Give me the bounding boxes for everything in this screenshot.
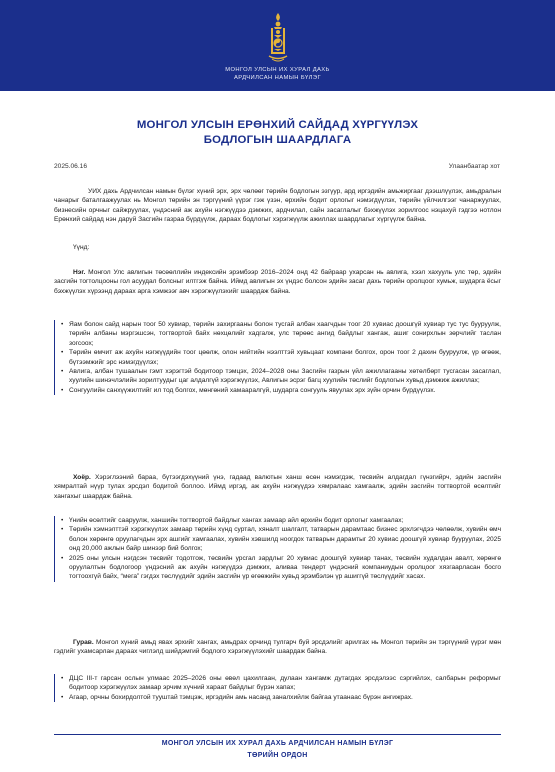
section-2-bullets: [54, 516, 501, 582]
section-3-bullet: • Агаар, орчны бохирдолтой тууштай тэмцэж, иргэдийн амь насанд заналхийлж байгаа утаанаас бүрэн ангижрах.: [69, 693, 501, 702]
intro-text: УИХ дахь Ардчилсан намын бүлэг хүний эрх, эрх чөлөөг төрийн бодлогын эзгүур, ард иргэдийн амьжиргааг дээшлүүлэх, амьдралын чанарыг баталгаажуулах нь Монгол төрийн эн тэргүүний үүрэг гэж үзэн, өрхийн бодит орлогыг нэмэгдүүлэх, төрийн үйлчилгээг чанаржуулах, бизнесийн орчныг сайжруулах, үндэсний аж ахуйн нэгжүүдээ дэмжих, ардчилал, сайн засаглалыг бэхжүүлэх зорилгоос нэцахуй гэдгээ нотлон Ерөнхий сайдад нэн даруй Засгийн газраа бүрдүүлж, дараах бодлогыг хэрэгжүүлж ажиллах шаардлагыг хүргүүлж байна.: [54, 188, 501, 224]
section-1-paragraph: [54, 268, 501, 296]
section-2-lead: Хоёр.: [73, 474, 91, 481]
document-title-line-1: МОНГОЛ УЛСЫН ЕРӨНХИЙ САЙДАД ХҮРГҮҮЛЭХ: [136, 119, 419, 131]
intro-end: Үүнд:: [73, 244, 90, 251]
footer-address-line: ТӨРИЙН ОРДОН: [247, 752, 308, 759]
section-3-paragraph: [54, 638, 501, 657]
section-1-bullet: • Сонгуулийн санхүүжилтийг ил тод болгох, мөнгөний хамааралгүй, шударга сонгууль явуулах эрх зүйн орчин бүрдүүлэх.: [69, 386, 501, 395]
section-3-bullet: • ДЦС III-т гарсан ослын улмаас 2025–2026 оны өвөл цахилгаан, дулаан хангамж дутагдах эрсдэлээс сэргийлэх, салбарын реформыг бодитоор хэрэгжүүлэх замаар эрчим хүчний хараат байдлыг бүрэн хапах;: [69, 674, 501, 693]
section-1-bullet: • Авлига, албан тушаалын гэмт хэрэгтэй бодитоор тэмцэх, 2024–2028 оны Засгийн газрын үйл ажиллагааны хөтөлбөрт тусгасан засаглал, хуулийн шинэчлэлийн зорилтуудыг цаг алдалгүй хэрэгжүүлэх, Авлигын эсрэг багц хуулийн төслийг бодлогын хувьд дэмжиж ажиллах;: [69, 367, 501, 386]
section-3-text: Монгол хүний амьд явах эрхийг хангах, амьдрах орчинд тулгарч буй эрсдэлийг арилгах нь Монгол төрийн эн тэргүүний үүрэг мөн гэдгийг ухамсарлан дараах чиглэлд шийдэмгий бодлого хэрэгжүүлэхийг шаардаж байна.: [54, 639, 501, 656]
section-2-paragraph: [54, 473, 501, 501]
document-date: 2025.06.16: [54, 163, 88, 170]
header-band: [0, 0, 555, 91]
mongolia-soyombo-emblem-icon: [265, 12, 291, 64]
section-2-bullet: • Төрийн хэмнэлттэй хэрэгжүүлэх замаар төрийн хүнд суртал, хяналт шалгалт, татварын дарамтаас бизнес эрхлэгчдээ чөлөөлж, хувийн өмч болон хөрөнгө оруулагчдын эрх ашгийг хамгаалах, хувийн хэвшилд ноогдох татварын дарамтыг 20 хувиас доошгүй хувиар бууруулах, 2025 онд 20,000 ажлын байр шинээр бий болгох;: [69, 525, 501, 553]
section-3-lead: Гурав.: [73, 639, 94, 646]
section-3-bullets: [54, 674, 501, 702]
section-2-bullet: • 2025 оны улсын нэгдсэн төсвийг тодотгож, төсвийн урсгал зардлыг 20 хувиас доошгүй хувиар танах, төсвийн худалдан авалт, хөрөнгө оруулалтын бодлогоор үндэсний аж ахуйн нэгжүүдээ дэмжих, аливаа тендерт үндэсний компаниудын оролцоог хязгаарласан босго тогтоохгүй байх, “мега” гэгдэх төслүүдийг эдийн засгийн үр өгөөжийн хувьд эрэмбэлэн үр ашиггүй төслүүдийг хасах.: [69, 554, 501, 582]
section-1-text: Монгол Улс авлигын төсөөллийн индексийн эрэмбээр 2016–2024 онд 42 байраар ухарсан нь авлига, хээл хахууль улс төр, эдийн засгийн тогтолцооны гол асуудал болсныг илтгэж байна. Иймд авлигын эх үндэс болсон эдийн засаг дахь төрийн оролцоог хумьж, шударга ёсыг бэхжүүлэх хүрээнд дараах арга хэмжээг авч хэрэгжүүлэхийг шаардаж байна.: [54, 269, 501, 295]
intro-paragraph: [54, 187, 501, 225]
header-org-line-2: АРДЧИЛСАН НАМЫН БҮЛЭГ: [234, 75, 321, 81]
section-2-bullet: • Үнийн өсөлтийг сааруулж, ханшийн тогтвортой байдлыг хангах замаар айл өрхийн бодит орлогыг хамгаалах;: [69, 516, 501, 525]
section-1-bullet: • Төрийн өмчит аж ахуйн нэгжүүдийн тоог цөөлж, олон нийтийн нээлттэй хувьцаат компани болгох, орон тоог 2 дахин бууруулж, үр өгөөж, бүтээмжийг эрс нэмэгдүүлэх;: [69, 348, 501, 367]
section-1-bullet: • Яам болон сайд нарын тоог 50 хувиар, төрийн захиргааны болон тусгай албан хаагчдын тоог 20 хувиас доошгүй хувиар тус тус бууруулж, төрийн албаны мэргэшсэн, тогтвортой байх нөхцөлийг хадгалж, улс төрөөс ангид байдлыг хангаж, ашиг сонирхлын зөрчлийг таслан зогсоох;: [69, 320, 501, 348]
header-org-line-1: МОНГОЛ УЛСЫН ИХ ХУРАЛ ДАХЬ: [225, 67, 330, 73]
footer-org-line: МОНГОЛ УЛСЫН ИХ ХУРАЛ ДАХЬ АРДЧИЛСАН НАМЫН БҮЛЭГ: [161, 740, 394, 747]
section-2-text: Хэрэглээний бараа, бүтээгдэхүүний үнэ, гадаад валютын ханш өсөн нэмэгдэж, төсвийн алдагдал гүнзгийрч, эдийн засгийн хямралтай нүүр тулах эрсдэл бодитой боллоо. Иймд иргэд, аж ахуйн нэгжүүдээ хямралаас хамгаалж, эдийн засгийн тогтвортой өсөлтийг хангахыг шаардаж байна.: [54, 474, 501, 500]
section-1-lead: Нэг.: [73, 269, 86, 276]
document-title-line-2: БОДЛОГЫН ШААРДЛАГА: [203, 134, 352, 146]
document-place: Улаанбаатар хот: [448, 163, 500, 170]
section-1-bullets: [54, 320, 501, 395]
footer-divider: [54, 734, 501, 735]
